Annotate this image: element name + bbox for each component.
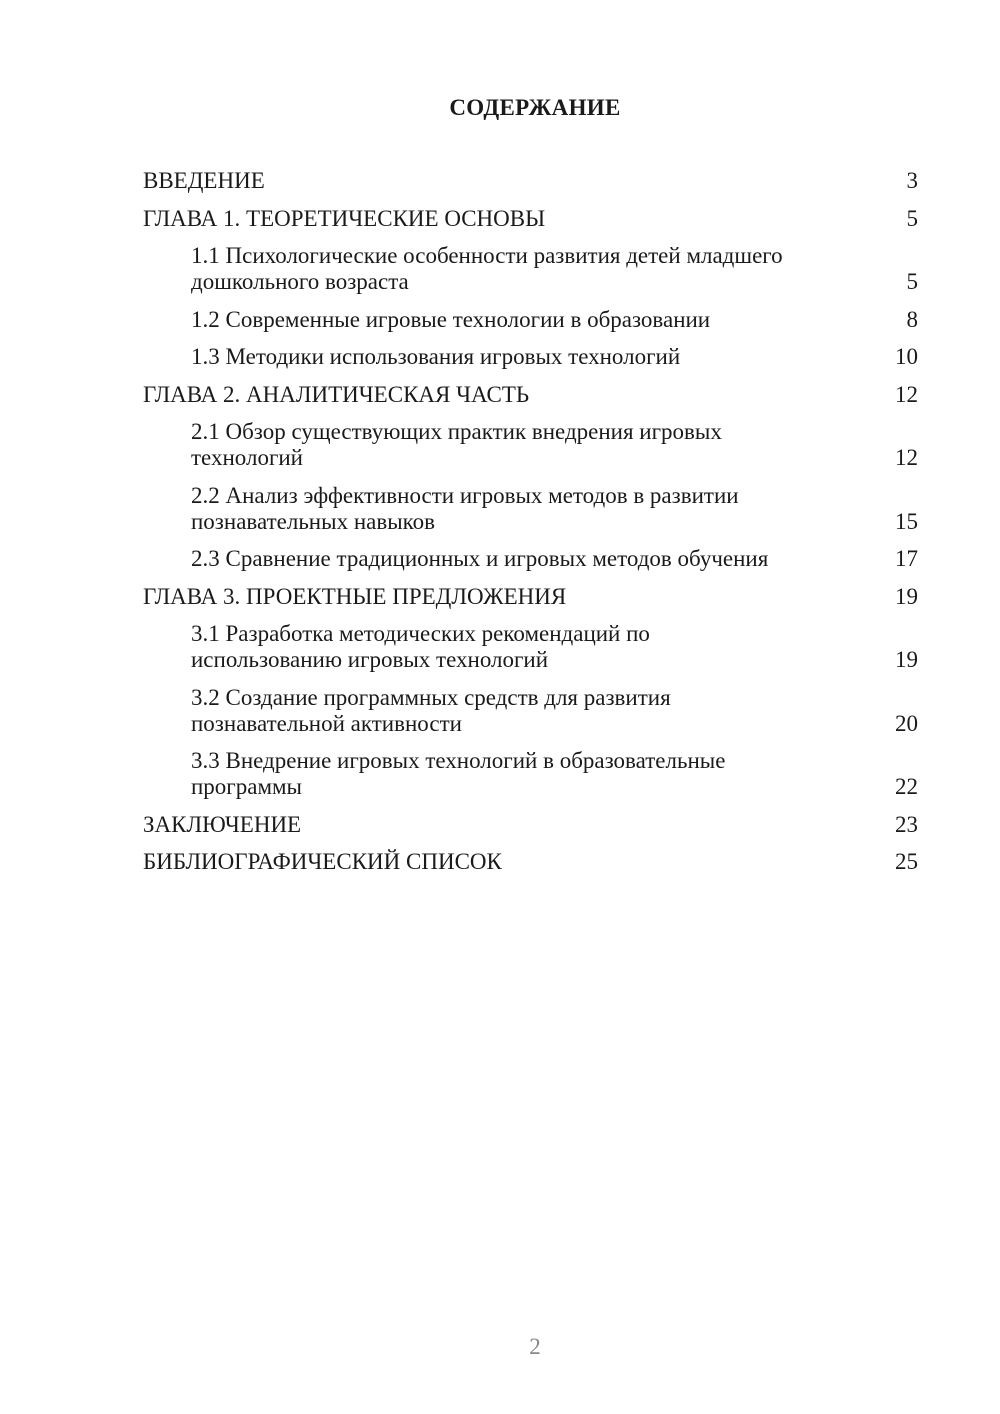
table-of-contents	[143, 168, 918, 887]
toc-entry-page: 19	[895, 583, 918, 609]
toc-entry-page: 12	[895, 381, 918, 407]
toc-entry-label: 1.1 Психологические особенности развития детей младшего дошкольного возраста	[191, 243, 783, 294]
toc-entry-label: ВВЕДЕНИЕ	[143, 168, 265, 193]
toc-entry-section-3-3[interactable]	[143, 748, 918, 800]
toc-entry-chapter-1[interactable]	[143, 206, 918, 232]
toc-entry-introduction[interactable]	[143, 168, 918, 194]
toc-entry-label: БИБЛИОГРАФИЧЕСКИЙ СПИСОК	[143, 849, 502, 874]
toc-entry-page: 19	[895, 647, 918, 672]
toc-entry-page: 17	[895, 546, 918, 571]
toc-entry-page: 3	[906, 168, 918, 193]
toc-entry-label: 2.2 Анализ эффективности игровых методов в развитии познавательных навыков	[191, 482, 739, 534]
toc-entry-section-1-1[interactable]	[143, 243, 918, 295]
page-title: СОДЕРЖАНИЕ	[449, 95, 621, 120]
toc-entry-label: 3.1 Разработка методических рекомендаций по использованию игровых технологий	[191, 621, 650, 672]
toc-entry-section-2-2[interactable]	[143, 483, 918, 535]
toc-entry-label: ГЛАВА 2. АНАЛИТИЧЕСКАЯ ЧАСТЬ	[143, 381, 530, 407]
toc-entry-page: 20	[895, 710, 918, 736]
toc-entry-chapter-2[interactable]	[143, 382, 918, 408]
toc-entry-page: 22	[895, 774, 918, 799]
toc-entry-section-3-1[interactable]	[143, 621, 918, 673]
toc-entry-section-3-2[interactable]	[143, 685, 918, 737]
toc-entry-page: 12	[895, 445, 918, 470]
toc-entry-page: 23	[895, 811, 918, 837]
toc-entry-bibliography[interactable]	[143, 849, 918, 875]
toc-entry-page: 25	[895, 849, 918, 874]
toc-entry-label: ЗАКЛЮЧЕНИЕ	[143, 811, 302, 837]
toc-entry-label: 2.1 Обзор существующих практик внедрения игровых технологий	[191, 419, 722, 470]
toc-entry-page: 5	[906, 205, 918, 231]
toc-entry-page: 8	[906, 306, 918, 332]
toc-entry-label: 1.3 Методики использования игровых технологий	[191, 344, 681, 369]
toc-entry-section-1-2[interactable]	[143, 307, 918, 333]
toc-entry-section-2-1[interactable]	[143, 419, 918, 471]
toc-entry-page: 5	[906, 269, 918, 294]
toc-entry-label: 1.2 Современные игровые технологии в образовании	[191, 306, 711, 332]
toc-entry-label: 3.2 Создание программных средств для развития познавательной активности	[191, 684, 671, 736]
toc-entry-section-1-3[interactable]	[143, 344, 918, 370]
toc-entry-page: 10	[895, 344, 918, 369]
toc-entry-page: 15	[895, 508, 918, 534]
toc-entry-label: ГЛАВА 1. ТЕОРЕТИЧЕСКИЕ ОСНОВЫ	[143, 205, 546, 231]
toc-entry-section-2-3[interactable]	[143, 546, 918, 572]
toc-entry-chapter-3[interactable]	[143, 584, 918, 610]
page-number: 2	[529, 1334, 541, 1359]
toc-entry-label: 2.3 Сравнение традиционных и игровых методов обучения	[191, 546, 769, 571]
toc-entry-label: ГЛАВА 3. ПРОЕКТНЫЕ ПРЕДЛОЖЕНИЯ	[143, 583, 567, 609]
toc-entry-conclusion[interactable]	[143, 812, 918, 838]
toc-entry-label: 3.3 Внедрение игровых технологий в образовательные программы	[191, 748, 726, 799]
